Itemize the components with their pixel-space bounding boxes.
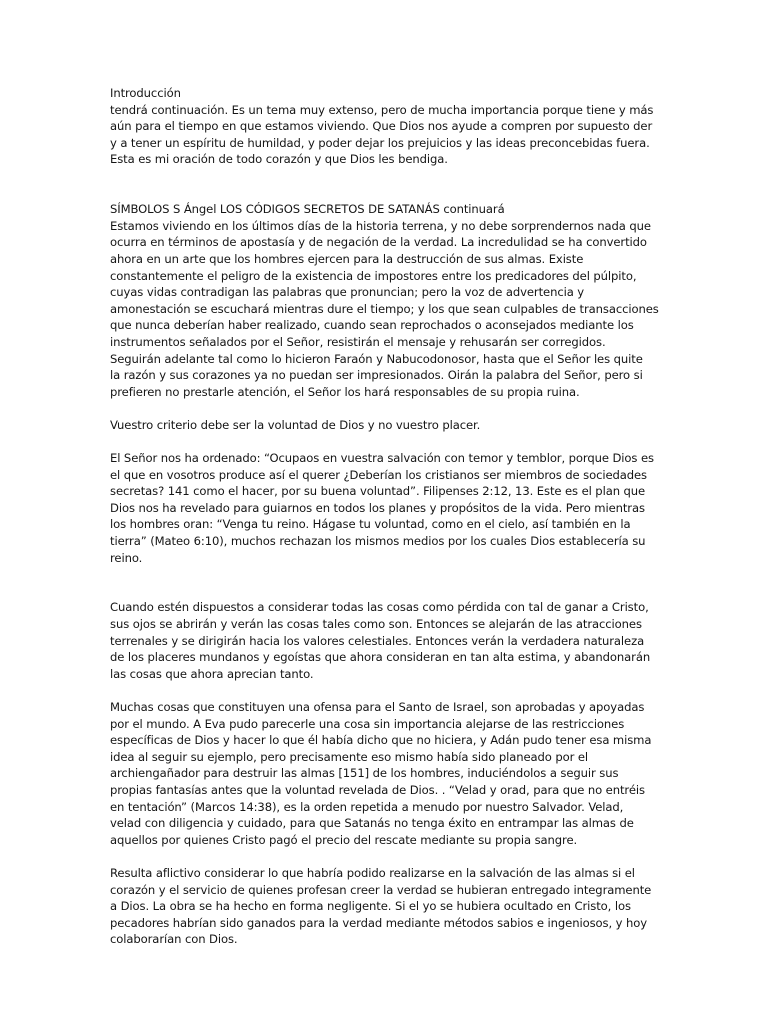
- spacer: [110, 566, 670, 599]
- section-heading: SÍMBOLOS S Ángel LOS CÓDIGOS SECRETOS DE SATANÁS continuará: [110, 202, 505, 217]
- spacer: [110, 168, 670, 201]
- section-paragraph: [110, 201, 670, 400]
- text-line: reino.: [110, 550, 143, 565]
- text-line: constantemente el peligro de la existencia de impostores entre los predicadores del púlpito,: [110, 268, 637, 283]
- text-line: propias fantasías antes que la voluntad revelada de Dios. . “Velad y orad, para que no entréis: [110, 782, 645, 797]
- text-line: por el mundo. A Eva pudo parecerle una cosa sin importancia alejarse de las restricciones: [110, 716, 625, 731]
- text-line: la razón y sus corazones ya no puedan ser impresionados. Oirán la palabra del Señor, pero si: [110, 368, 643, 383]
- text-line: secretas? 141 como el hacer, por su buena voluntad”. Filipenses 2:12, 13. Este es el plan que: [110, 484, 646, 499]
- intro-heading: Introducción: [110, 86, 181, 100]
- text-line: aún para el tiempo en que estamos viviendo. Que Dios nos ayude a compren por supuesto der: [110, 119, 653, 134]
- text-line: Seguirán adelante tal como lo hicieron Faraón y Nabucodonosor, hasta que el Señor les quite: [110, 351, 643, 366]
- text-line: en tentación” (Marcos 14:38), es la orden repetida a menudo por nuestro Salvador. Velad,: [110, 799, 624, 814]
- ordenado-paragraph: [110, 450, 670, 566]
- text-line: Resulta aflictivo considerar lo que habría podido realizarse en la salvación de las almas si el: [110, 865, 635, 880]
- text-line: Cuando estén dispuestos a considerar todas las cosas como pérdida con tal de ganar a Cristo,: [110, 600, 649, 615]
- text-line: ocurra en términos de apostasía y de negación de la verdad. La incredulidad se ha convertido: [110, 235, 647, 250]
- text-line: corazón y el servicio de quienes profesan creer la verdad se hubieran entregado integramente: [110, 882, 652, 897]
- intro-paragraph: [110, 85, 670, 168]
- text-line: Estamos viviendo en los últimos días de la historia terrena, y no debe sorprendernos nada que: [110, 218, 651, 233]
- criterio-paragraph: [110, 417, 670, 434]
- text-line: terrenales y se dirigirán hacia los valores celestiales. Entonces verán la verdadera naturaleza: [110, 633, 645, 648]
- text-line: colaborarían con Dios.: [110, 932, 238, 947]
- resulta-paragraph: [110, 865, 670, 948]
- text-line: prefieren no prestarle atención, el Señor los hará responsables de su propia ruina.: [110, 384, 580, 399]
- text-line: idea al seguir su ejemplo, pero precisamente eso mismo había sido planeado por el: [110, 749, 589, 764]
- text-line: aquellos por quienes Cristo pagó el precio del rescate mediante su propia sangre.: [110, 832, 578, 847]
- text-line: Dios nos ha revelado para guiarnos en todos los planes y propósitos de la vida. Pero mientras: [110, 500, 645, 515]
- text-line: a Dios. La obra se ha hecho en forma negligente. Si el yo se hubiera ocultado en Cristo, los: [110, 899, 631, 914]
- text-line: sus ojos se abrirán y verán las cosas tales como son. Entonces se alejarán de las atracciones: [110, 617, 642, 631]
- text-line: que nunca deberían haber realizado, cuando sean reprochados o aconsejados mediante los: [110, 318, 634, 333]
- text-line: archiengañador para destruir las almas [151] de los hombres, induciéndolos a seguir sus: [110, 766, 619, 781]
- text-line: las cosas que ahora aprecian tanto.: [110, 666, 314, 681]
- text-line: tierra” (Mateo 6:10), muchos rechazan los mismos medios por los cuales Dios establecería su: [110, 534, 646, 549]
- text-line: cuyas vidas contradigan las palabras que pronuncian; pero la voz de advertencia y: [110, 285, 585, 300]
- text-line: El Señor nos ha ordenado: “Ocupaos en vuestra salvación con temor y temblor, porque Dios es: [110, 451, 654, 466]
- text-line: de los placeres mundanos y egoístas que ahora consideran en tan alta estima, y abandonarán: [110, 650, 651, 665]
- text-line: tendrá continuación. Es un tema muy extenso, pero de mucha importancia porque tiene y más: [110, 102, 654, 117]
- text-line: ahora en un arte que los hombres ejercen para la destrucción de sus almas. Existe: [110, 251, 584, 266]
- text-line: pecadores habrían sido ganados para la verdad mediante métodos sabios e ingeniosos, y hoy: [110, 915, 647, 930]
- muchas-paragraph: [110, 699, 670, 848]
- text-line: Vuestro criterio debe ser la voluntad de Dios y no vuestro placer.: [110, 417, 481, 432]
- document-page: [110, 85, 670, 948]
- text-line: y a tener un espíritu de humildad, y poder dejar los prejuicios y las ideas preconcebidas fuera.: [110, 135, 650, 150]
- text-line: Esta es mi oración de todo corazón y que Dios les bendiga.: [110, 152, 448, 167]
- cuando-paragraph: [110, 599, 670, 682]
- text-line: específicas de Dios y hacer lo que él había dicho que no hiciera, y Adán pudo tener esa misma: [110, 733, 652, 748]
- text-line: Muchas cosas que constituyen una ofensa para el Santo de Israel, son aprobadas y apoyadas: [110, 699, 645, 714]
- text-line: amonestación se escuchará mientras dure el tiempo; y los que sean culpables de transacciones: [110, 301, 659, 316]
- text-line: velad con diligencia y cuidado, para que Satanás no tenga éxito en entrampar las almas de: [110, 816, 634, 831]
- text-line: los hombres oran: “Venga tu reino. Hágase tu voluntad, como en el cielo, así también en la: [110, 517, 631, 532]
- text-line: el que en vosotros produce así el querer ¿Deberían los cristianos ser miembros de sociedades: [110, 467, 647, 482]
- text-line: instrumentos señalados por el Señor, resistirán el mensaje y rehusarán ser corregidos.: [110, 334, 606, 349]
